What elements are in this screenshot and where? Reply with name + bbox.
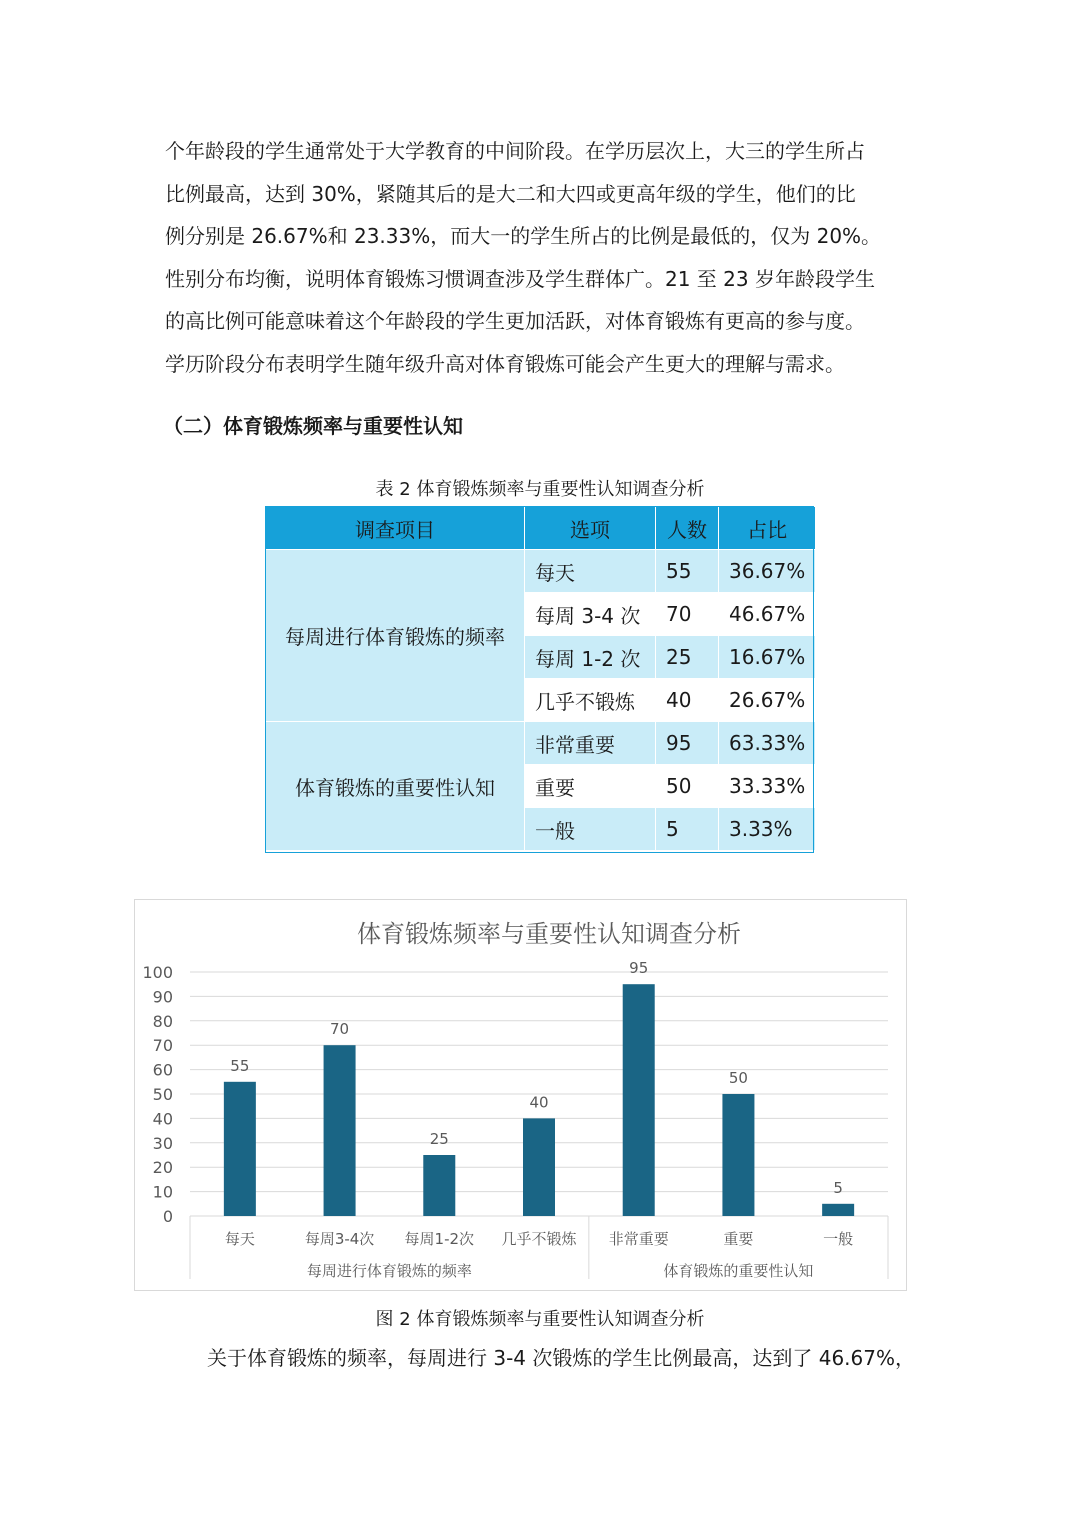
header-cell: 占比 — [719, 507, 816, 550]
y-tick-label: 40 — [152, 1109, 173, 1129]
pct-cell: 46.67% — [719, 593, 816, 636]
data-label: 95 — [629, 959, 649, 978]
x-category-label: 每周1-2次 — [404, 1230, 475, 1248]
paragraph-line: 比例最高，达到 30%，紧随其后的是大二和大四或更高年级的学生，他们的比 — [165, 181, 856, 206]
bar-chart-frame — [134, 899, 907, 1291]
y-tick-label: 70 — [152, 1036, 173, 1056]
section-heading: （二）体育锻炼频率与重要性认知 — [163, 414, 463, 438]
bar — [822, 1204, 854, 1216]
group-name-cell: 体育锻炼的重要性认知 — [266, 722, 525, 851]
paragraph-line: 学历阶段分布表明学生随年级升高对体育锻炼可能会产生更大的理解与需求。 — [165, 351, 845, 376]
pct-cell: 63.33% — [719, 722, 816, 765]
count-cell: 55 — [656, 550, 719, 593]
pct-cell: 36.67% — [719, 550, 816, 593]
y-tick-label: 20 — [152, 1158, 173, 1178]
y-tick-label: 30 — [152, 1133, 173, 1153]
pct-cell: 16.67% — [719, 636, 816, 679]
y-tick-label: 80 — [152, 1011, 173, 1031]
data-label: 40 — [529, 1093, 549, 1112]
y-tick-label: 90 — [152, 987, 173, 1007]
data-label: 50 — [728, 1069, 748, 1087]
y-tick-label: 100 — [142, 963, 173, 982]
header-cell: 人数 — [656, 507, 719, 550]
data-label: 5 — [833, 1178, 843, 1197]
paragraph-line: 性别分布均衡，说明体育锻炼习惯调查涉及学生群体广。21 至 23 岁年龄段学生 — [165, 266, 875, 291]
bar — [523, 1118, 555, 1216]
pct-cell: 33.33% — [719, 765, 816, 808]
bar — [324, 1045, 356, 1216]
y-tick-label: 50 — [152, 1085, 173, 1104]
bar — [224, 1082, 256, 1216]
count-cell: 25 — [656, 636, 719, 679]
bar — [423, 1155, 455, 1216]
bottom-paragraph-line: 关于体育锻炼的频率，每周进行 3-4 次锻炼的学生比例最高，达到了 46.67%， — [207, 1346, 915, 1370]
y-tick-label: 0 — [162, 1207, 173, 1226]
option-cell: 每天 — [525, 550, 656, 593]
paragraph-line: 个年龄段的学生通常处于大学教育的中间阶段。在学历层次上，大三的学生所占 — [165, 139, 865, 163]
count-cell: 40 — [656, 679, 719, 722]
x-category-label: 重要 — [723, 1230, 754, 1248]
bar-chart — [135, 900, 908, 1292]
figure-caption: 图 2 体育锻炼频率与重要性认知调查分析 — [375, 1309, 705, 1330]
x-category-label: 几乎不锻炼 — [501, 1230, 577, 1248]
survey-table — [265, 506, 816, 851]
y-tick-label: 10 — [152, 1182, 173, 1202]
count-cell: 70 — [656, 593, 719, 636]
x-category-label: 每天 — [224, 1230, 255, 1248]
header-cell: 选项 — [525, 507, 656, 550]
pct-cell: 3.33% — [719, 808, 816, 851]
header-cell: 调查项目 — [266, 507, 525, 550]
bar — [722, 1094, 754, 1216]
chart-title: 体育锻炼频率与重要性认知调查分析 — [357, 920, 741, 948]
count-cell: 50 — [656, 765, 719, 808]
data-label: 70 — [330, 1020, 350, 1039]
x-category-label: 每周3-4次 — [304, 1230, 375, 1248]
pct-cell: 26.67% — [719, 679, 816, 722]
y-tick-label: 60 — [152, 1060, 173, 1080]
option-cell: 一般 — [525, 808, 656, 851]
paragraph-line: 的高比例可能意味着这个年龄段的学生更加活跃，对体育锻炼有更高的参与度。 — [165, 309, 865, 333]
table-caption: 表 2 体育锻炼频率与重要性认知调查分析 — [375, 479, 705, 500]
count-cell: 95 — [656, 722, 719, 765]
option-cell: 每周 1-2 次 — [525, 636, 656, 679]
count-cell: 5 — [656, 808, 719, 851]
x-group-label: 体育锻炼的重要性认知 — [663, 1262, 814, 1280]
bar — [623, 984, 655, 1216]
x-category-label: 一般 — [823, 1230, 854, 1248]
option-cell: 非常重要 — [525, 722, 656, 765]
group-name-cell: 每周进行体育锻炼的频率 — [266, 550, 525, 722]
table-header-row — [266, 507, 816, 550]
table-row — [266, 722, 816, 765]
option-cell: 重要 — [525, 765, 656, 808]
x-group-label: 每周进行体育锻炼的频率 — [306, 1262, 472, 1280]
body-paragraph — [165, 130, 925, 385]
data-label: 55 — [230, 1056, 250, 1075]
data-label: 25 — [429, 1130, 449, 1148]
table-row — [266, 550, 816, 593]
paragraph-line: 例分别是 26.67%和 23.33%，而大一的学生所占的比例是最低的，仅为 20%。 — [165, 224, 882, 248]
x-category-label: 非常重要 — [608, 1230, 669, 1248]
option-cell: 几乎不锻炼 — [525, 679, 656, 722]
option-cell: 每周 3-4 次 — [525, 593, 656, 636]
